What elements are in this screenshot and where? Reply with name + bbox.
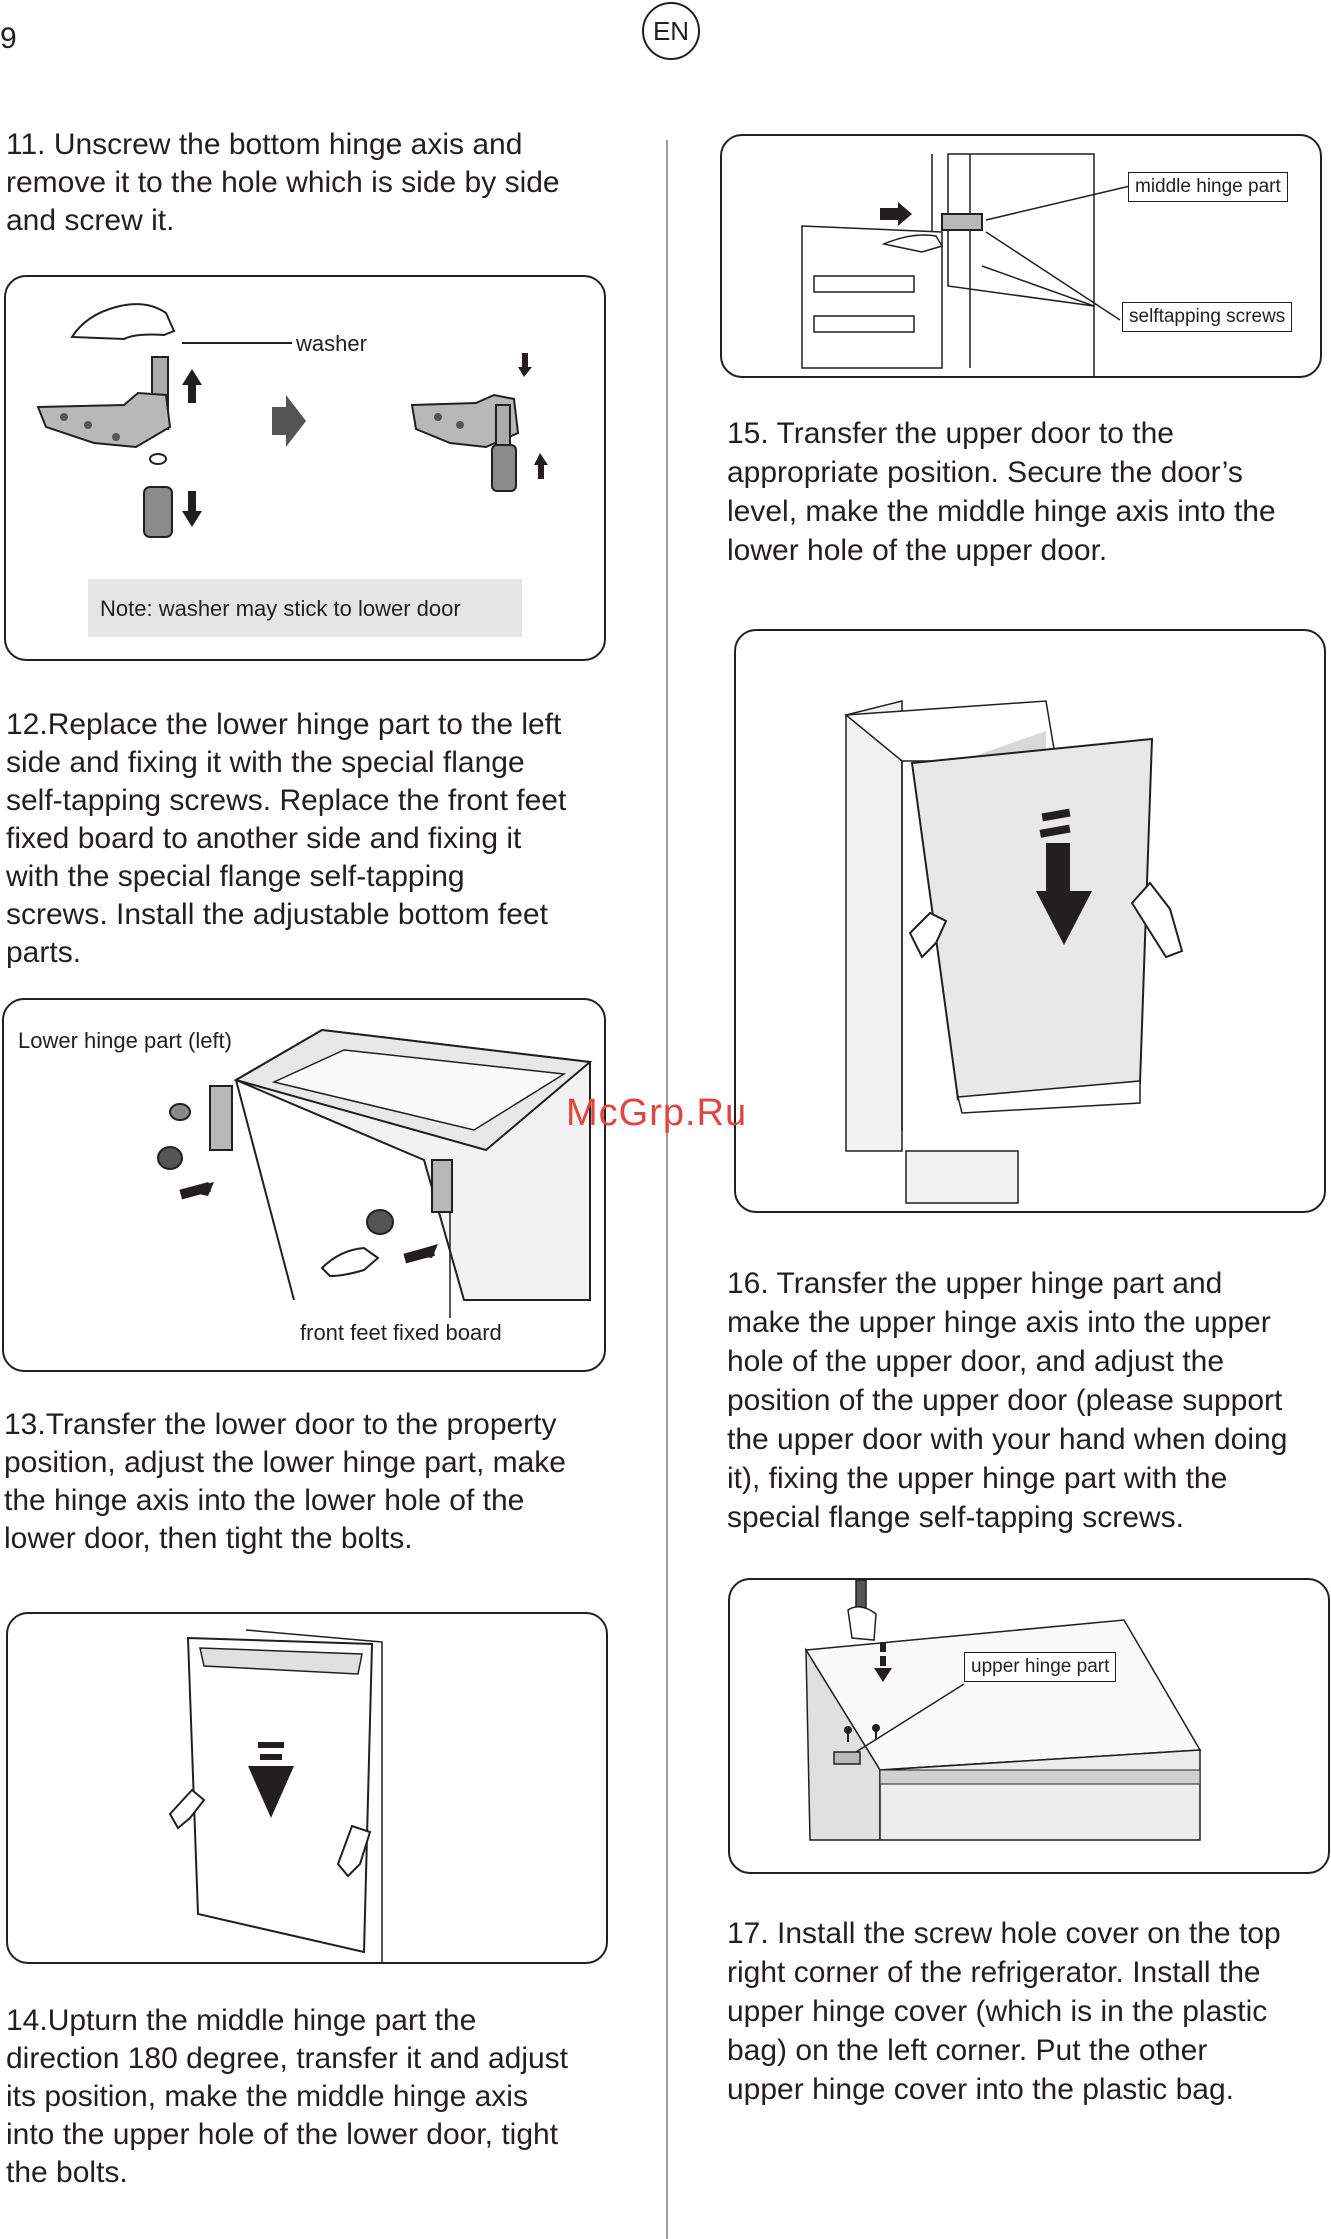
language-badge — [642, 2, 700, 60]
step-15-figure — [734, 629, 1326, 1213]
upper-door-illustration — [736, 631, 1324, 1211]
note-text: Note: washer may stick to lower door — [100, 596, 461, 621]
step-13-text: 13.Transfer the lower door to the property position, adjust the lower hinge part, make the hinge axis into the lower hole of the lower door, then tight the bolts. — [4, 1408, 566, 1555]
step-16-text: 16. Transfer the upper hinge part and make the upper hinge axis into the upper hole of the upper door, and adjust the position of the upper door (please support the upper door with your hand when doing it), fixing the upper hinge part with the special flange self-tapping screws. — [727, 1267, 1288, 1534]
language-code: EN — [652, 16, 690, 46]
step-11-figure — [4, 275, 606, 661]
upper-hinge-part-label: upper hinge part — [964, 1652, 1116, 1682]
selftapping-screws-label: selftapping screws — [1122, 302, 1292, 332]
middle-hinge-figure — [720, 134, 1322, 378]
page-number: 9 — [0, 22, 17, 55]
step-12-figure — [2, 998, 606, 1372]
step-11-text: 11. Unscrew the bottom hinge axis and remove it to the hole which is side by side and screw it. — [6, 128, 560, 237]
lower-door-illustration — [8, 1614, 606, 1962]
step-17-text: 17. Install the screw hole cover on the top right corner of the refrigerator. Install the upper hinge cover (which is in the plastic bag) on the left corner. Put the other upper hinge cover into the plastic bag. — [727, 1917, 1281, 2106]
middle-hinge-part-label: middle hinge part — [1128, 172, 1288, 202]
step-15-text: 15. Transfer the upper door to the appropriate position. Secure the door’s level, make the middle hinge axis into the lower hole of the upper door. — [727, 417, 1276, 567]
step-16-figure — [728, 1578, 1330, 1874]
upper-hinge-illustration — [730, 1580, 1328, 1872]
note-box — [88, 579, 522, 637]
washer-label: washer — [296, 331, 367, 356]
step-13-figure — [6, 1612, 608, 1964]
front-feet-board-label: front feet fixed board — [300, 1320, 502, 1345]
step-12-text: 12.Replace the lower hinge part to the left side and fixing it with the special flange self-tapping screws. Replace the front feet fixed board to another side and fixing it with the special flange self-tapping screws. Install the adjustable bottom feet parts. — [6, 708, 567, 969]
hinge-feet-illustration — [4, 1000, 604, 1370]
lower-hinge-left-label: Lower hinge part (left) — [18, 1028, 232, 1053]
watermark: McGrp.Ru — [566, 1092, 748, 1134]
step-14-text: 14.Upturn the middle hinge part the direction 180 degree, transfer it and adjust its position, make the middle hinge axis into the upper hole of the lower door, tight the bolts. — [6, 2004, 569, 2189]
column-divider — [666, 140, 668, 2239]
